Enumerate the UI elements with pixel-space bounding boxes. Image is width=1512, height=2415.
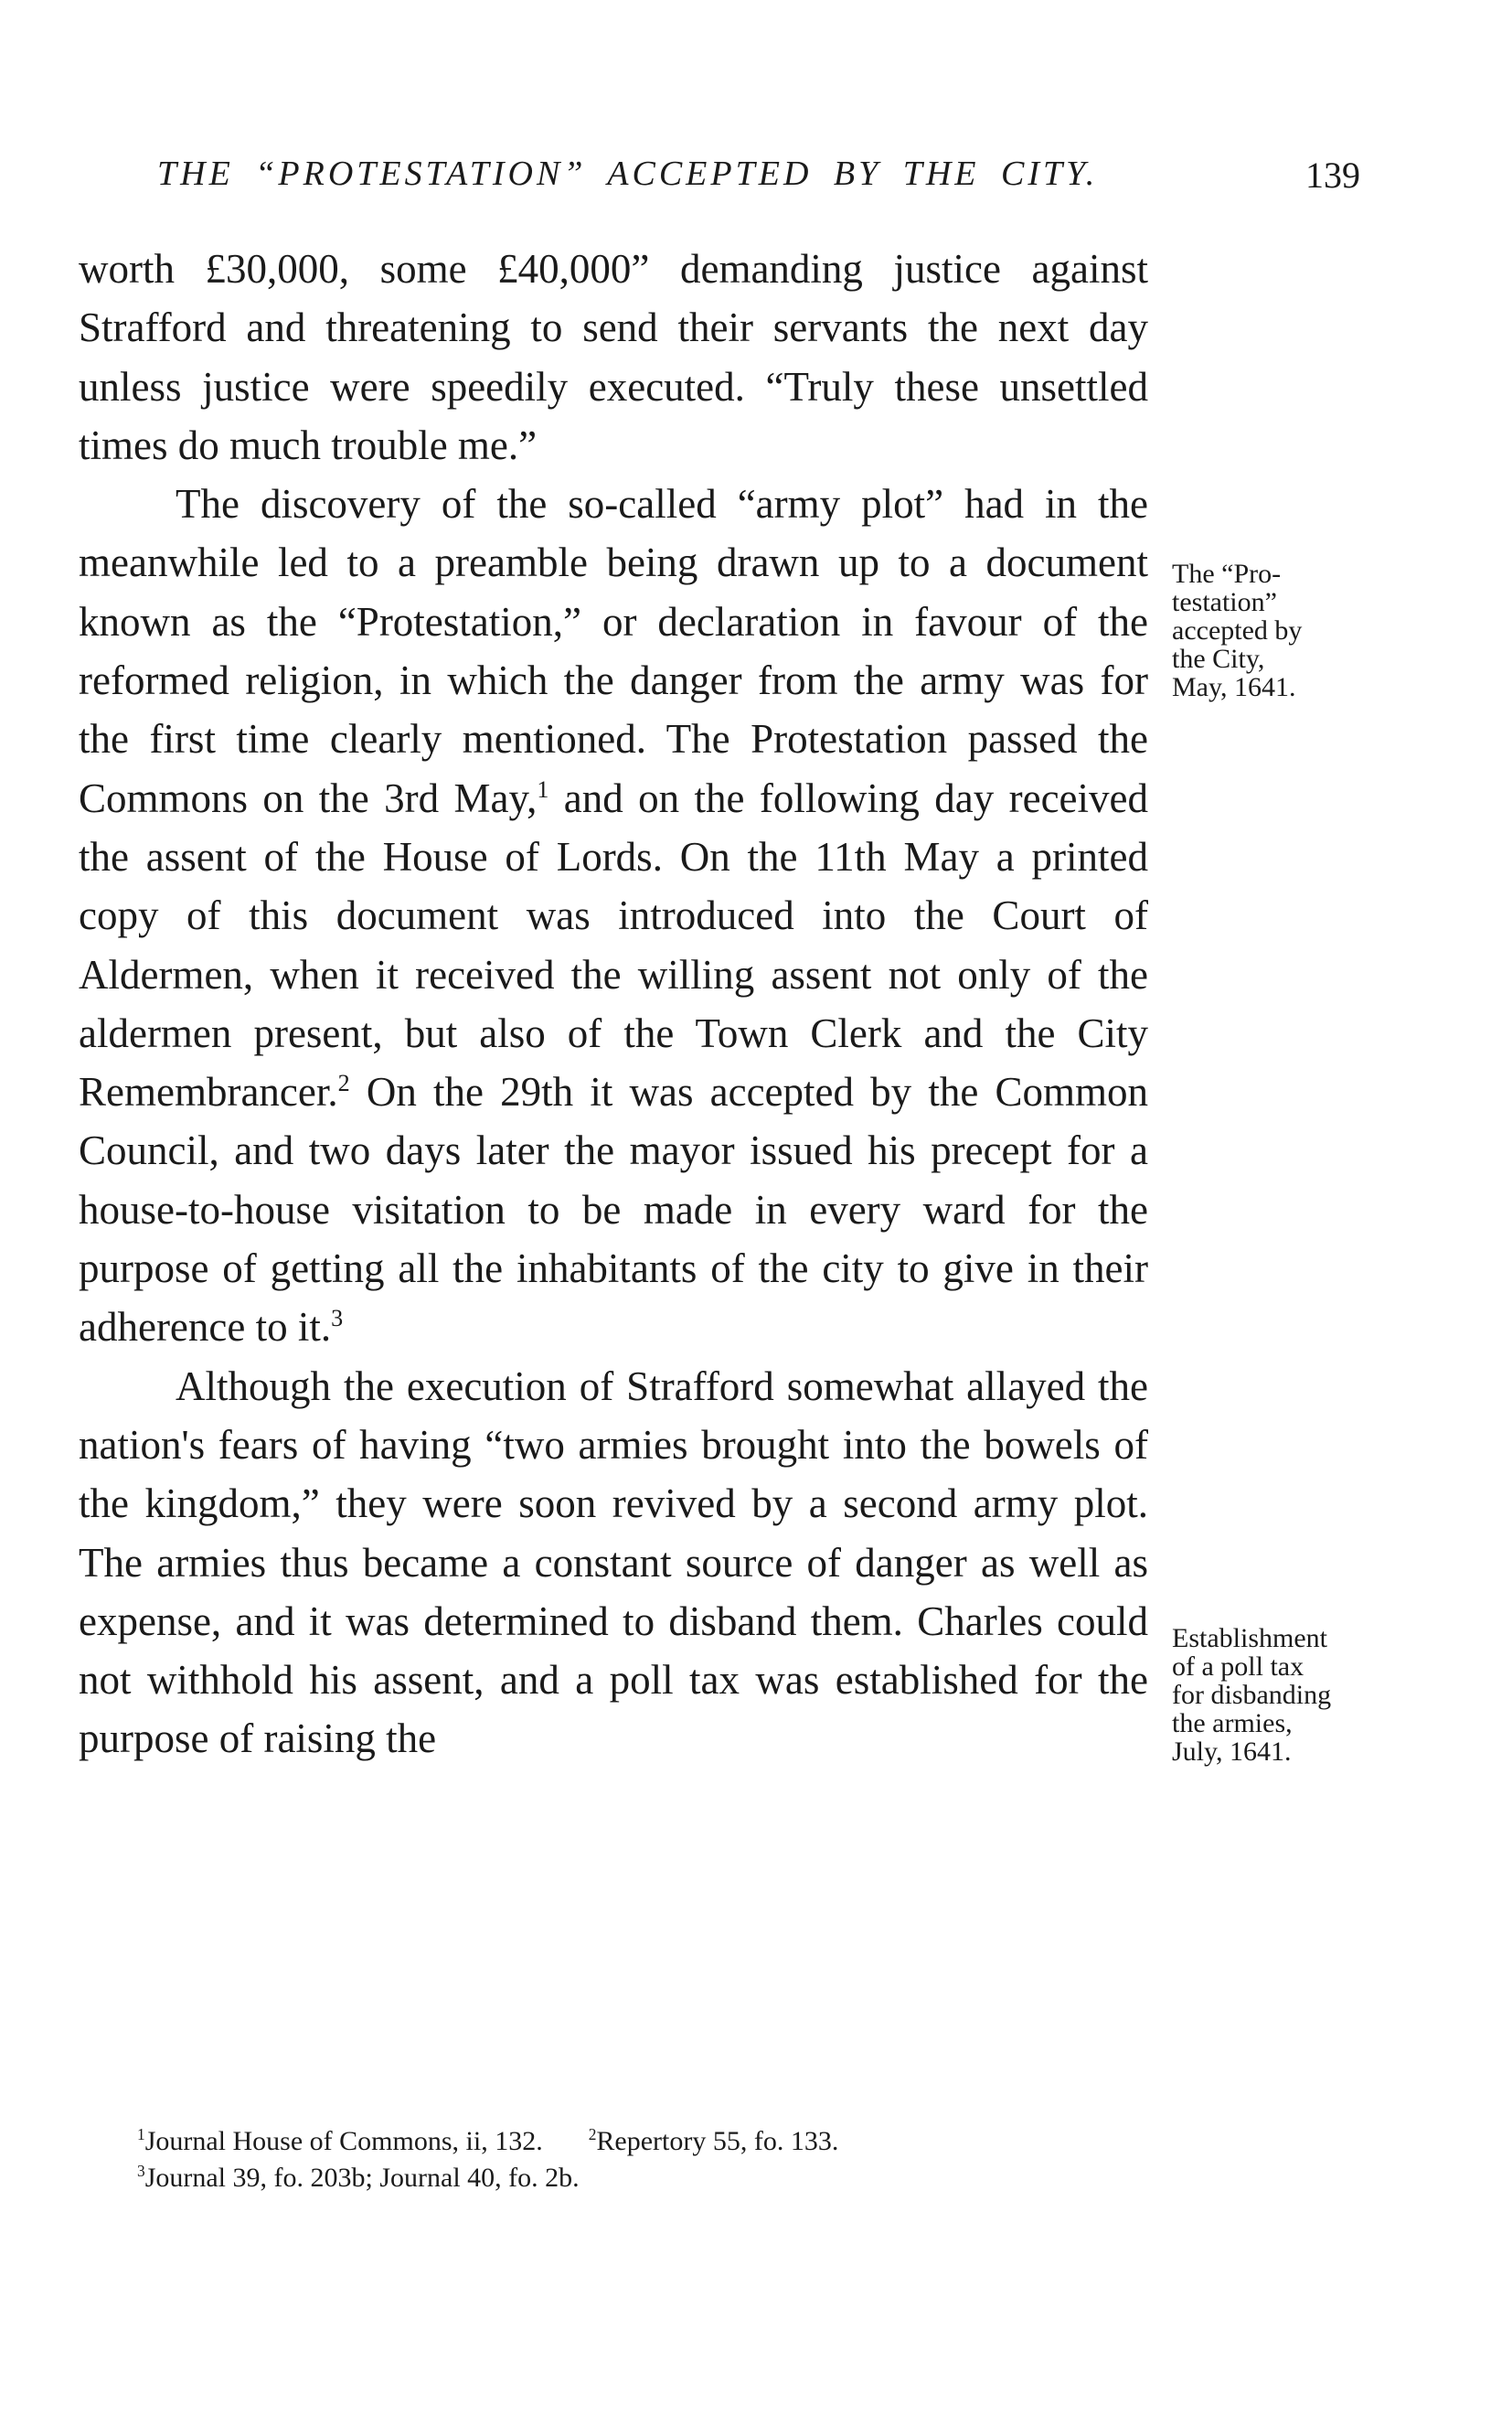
footnote-ref-2: 2 bbox=[337, 1070, 350, 1097]
sidenote-line: for disbanding bbox=[1172, 1680, 1332, 1710]
sidenote-line: July, 1641. bbox=[1172, 1736, 1292, 1767]
sidenote-line: testation” bbox=[1172, 587, 1277, 617]
footnote-text: Repertory 55, fo. 133. bbox=[596, 2126, 839, 2156]
paragraph-text: The discovery of the so-called “army plot” had in the meanwhile led to a preamble being drawn up to a document known as the “Protestation,” or declaration in favour of the reformed religion, in which the danger from the army was for the first time clearly mentioned. The Protestation passed the Commons on the 3rd May, bbox=[79, 481, 1148, 821]
sidenote-line: Establishment bbox=[1172, 1623, 1327, 1653]
paragraph-text: On the 29th it was accepted by the Common Council, and two days later the mayor issued his precept for a house-to-house visitation to be made in every ward for the purpose of getting all the inhabitants of the city to give in their adherence to it. bbox=[79, 1069, 1148, 1351]
footnote-ref-1: 1 bbox=[537, 775, 549, 803]
body-text bbox=[79, 240, 1148, 1769]
footnote-line bbox=[137, 2123, 838, 2160]
sidenote-line: the City, bbox=[1172, 644, 1265, 674]
sidenote-line: the armies, bbox=[1172, 1708, 1293, 1738]
page-number: 139 bbox=[1305, 155, 1360, 196]
sidenote-line: accepted by bbox=[1172, 615, 1303, 646]
paragraph-protestation bbox=[79, 475, 1148, 1356]
footnote-line bbox=[137, 2160, 838, 2196]
footnote-mark: 3 bbox=[137, 2162, 145, 2180]
sidenote-poll-tax bbox=[1172, 1624, 1391, 1766]
sidenote-protestation bbox=[1172, 560, 1391, 701]
paragraph-poll-tax: Although the execution of Strafford somewhat allayed the nation's fears of having “two armies brought into the bowels of the kingdom,” they were soon revived by a second army plot. The armies thus became a constant source of danger as well as expense, and it was determined to disband them. Charles could not withhold his assent, and a poll tax was established for the purpose of raising the bbox=[79, 1362, 1148, 1762]
footnotes bbox=[137, 2123, 838, 2196]
footnote-mark: 1 bbox=[137, 2125, 145, 2143]
sidenote-line: of a poll tax bbox=[1172, 1651, 1304, 1682]
sidenote-line: May, 1641. bbox=[1172, 672, 1296, 702]
footnote-mark: 2 bbox=[588, 2125, 597, 2143]
footnote-ref-3: 3 bbox=[331, 1305, 344, 1332]
paragraph-continuation: worth £30,000, some £40,000” demanding justice against Strafford and threatening to send their servants the next day unless justice were speedily executed. “Truly these unsettled times do much trouble me.” bbox=[79, 246, 1148, 468]
footnote-text: Journal 39, fo. 203b; Journal 40, fo. 2b. bbox=[144, 2163, 580, 2193]
footnote-text: Journal House of Commons, ii, 132. bbox=[144, 2126, 543, 2156]
paragraph-text: and on the following day received the assent of the House of Lords. On the 11th May a printed copy of this document was introduced into the Court of Aldermen, when it received the willing assent not only of the aldermen present, but also of the Town Clerk and the City Remembrancer. bbox=[79, 775, 1148, 1116]
sidenote-line: The “Pro- bbox=[1172, 559, 1282, 589]
running-title: THE “PROTESTATION” ACCEPTED BY THE CITY. bbox=[157, 155, 1099, 193]
